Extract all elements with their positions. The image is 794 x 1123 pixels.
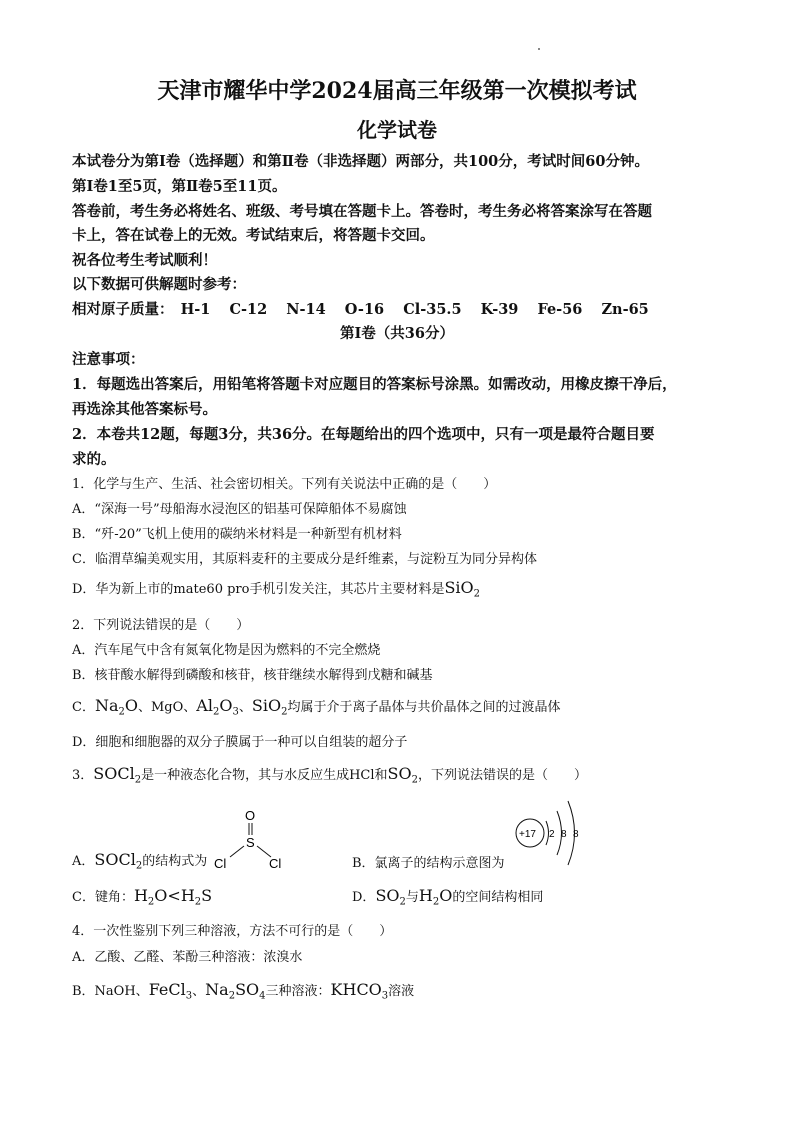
exam-title: 天津市耀华中学2024届高三年级第一次模拟考试	[157, 78, 637, 104]
atomic-mass-n: N-14	[286, 301, 326, 318]
struct-cl-right: Cl	[269, 856, 282, 871]
intro-line-3: 答卷前，考生务必将姓名、班级、考号填在答题卡上。答卷时，考生务必将答案涂写在答题	[72, 203, 652, 220]
q1-option-a: A．“深海一号”母船海水浸泡区的铝基可保障船体不易腐蚀	[72, 502, 407, 517]
atomic-mass-line	[72, 298, 663, 319]
intro-line-1: 本试卷分为第Ⅰ卷（选择题）和第Ⅱ卷（非选择题）两部分，共100分，考试时间60分钟。	[72, 153, 649, 170]
q4-stem: 4．一次性鉴别下列三种溶液，方法不可行的是（ ）	[72, 924, 393, 939]
q2-stem: 2．下列说法错误的是（ ）	[72, 618, 250, 633]
socl2-structure-diagram	[212, 802, 292, 872]
ion-shell-2: 8	[561, 829, 567, 840]
exam-subtitle: 化学试卷	[357, 118, 437, 142]
ion-nucleus-label: +17	[519, 829, 536, 840]
atomic-mass-c: C-12	[229, 301, 268, 318]
intro-line-4: 卡上，答在试卷上的无效。考试结束后，将答题卡交回。	[72, 227, 435, 244]
q2-option-d: D．细胞和细胞器的双分子膜属于一种可以自组装的超分子	[72, 735, 408, 750]
atomic-mass-cl: Cl-35.5	[403, 301, 462, 318]
q1-option-b: B．“歼-20”飞机上使用的碳纳米材料是一种新型有机材料	[72, 527, 402, 542]
notes-line-2: 再选涂其他答案标号。	[72, 401, 217, 418]
notes-line-3: 2．本卷共12题，每题3分，共36分。在每题给出的四个选项中，只有一项是最符合题目要	[72, 426, 655, 443]
struct-o-label: O	[245, 808, 256, 823]
q3-stem: 3．SOCl$_2$是一种液态化合物，其与水反应生成HCl和$SO_2$，下列说法错误的是（ ）	[72, 764, 588, 786]
notes-line-4: 求的。	[72, 451, 116, 468]
q2-option-c: C．$Na_2O$、MgO、$Al_2O_3$、SiO$_2$均属于介于离子晶体与共价晶体之间的过渡晶体	[72, 696, 561, 718]
section-heading: 第Ⅰ卷（共36分）	[340, 325, 454, 342]
q4-option-a: A．乙酸、乙醛、苯酚三种溶液：浓溴水	[72, 950, 303, 965]
atomic-mass-zn: Zn-65	[601, 301, 649, 318]
q1-option-d	[72, 578, 480, 600]
intro-line-5: 祝各位考生考试顺利！	[72, 252, 217, 269]
notes-line-1: 1．每题选出答案后，用铅笔将答题卡对应题目的答案标号涂黑。如需改动，用橡皮擦干净后，	[72, 376, 677, 393]
q3-option-a: A．SOCl$_2$的结构式为	[72, 850, 208, 872]
q3-option-c: C．键角：$H_2O<H_2S$	[72, 886, 213, 908]
q2-option-a: A．汽车尾气中含有氮氧化物是因为燃料的不完全燃烧	[72, 643, 381, 658]
q1-d-sub: 2	[473, 588, 481, 600]
atomic-mass-h: H-1	[180, 301, 211, 318]
q3-option-d: D．$SO_2$与$H_2O$的空间结构相同	[352, 886, 544, 908]
intro-line-6: 以下数据可供解题时参考：	[72, 276, 246, 293]
atomic-mass-k: K-39	[480, 301, 519, 318]
q2-option-b: B．核苷酸水解得到磷酸和核苷，核苷继续水解得到戊糖和碱基	[72, 668, 433, 683]
ion-shell-1: 2	[549, 829, 555, 840]
q1-d-text: D．华为新上市的mate60 pro手机引发关注，其芯片主要材料是	[72, 582, 445, 597]
struct-cl-left: Cl	[214, 856, 227, 871]
intro-line-2: 第Ⅰ卷1至5页，第Ⅱ卷5至11页。	[72, 178, 287, 195]
chloride-ion-diagram	[510, 795, 590, 867]
atomic-mass-fe: Fe-56	[537, 301, 583, 318]
q1-option-c: C．临渭草编美观实用，其原料麦秆的主要成分是纤维素，与淀粉互为同分异构体	[72, 552, 537, 567]
scan-dot	[538, 48, 540, 50]
q3-option-b: B．氯离子的结构示意图为	[352, 856, 505, 871]
q1-d-formula: SiO	[444, 578, 474, 597]
struct-s-label: S	[246, 835, 255, 850]
notes-heading: 注意事项：	[72, 351, 145, 368]
atomic-mass-o: O-16	[344, 301, 385, 318]
atomic-mass-label: 相对原子质量：	[72, 301, 174, 318]
q1-stem: 1．化学与生产、生活、社会密切相关。下列有关说法中正确的是（ ）	[72, 477, 497, 492]
q4-option-b: B．NaOH、FeCl$_3$、$Na_2SO_4$三种溶液：$KHCO_3$溶液	[72, 980, 415, 1002]
ion-shell-3: 8	[573, 829, 579, 840]
